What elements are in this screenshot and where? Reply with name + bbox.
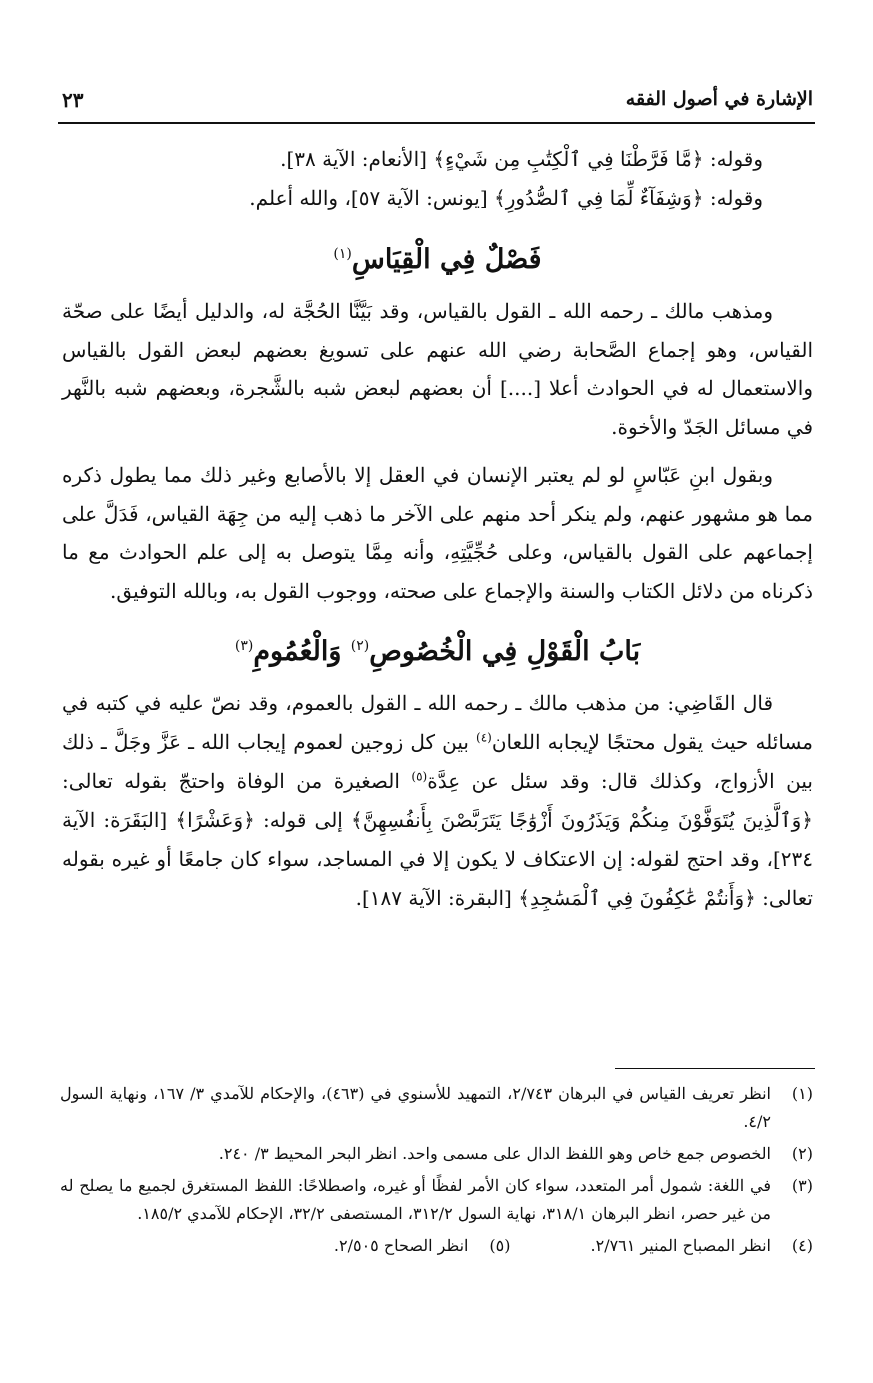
footnote-number: (٢)	[791, 1144, 813, 1163]
footnote-ref[interactable]: (٢)	[350, 638, 370, 654]
footnote-ref[interactable]: (١)	[333, 246, 352, 262]
footnote	[60, 1140, 813, 1168]
paragraph-text: قال القَاضِي: من مذهب مالك ـ رحمه الله ـ القول بالعموم، وقد نصّ عليه في كتبه في مسائله حيث يقول محتجًا لإيجابه اللعان	[62, 691, 813, 754]
footnote-text: في اللغة: شمول أمر المتعدد، سواء كان الأمر لفظًا أو غيره، واصطلاحًا: اللفظ المستغرق لجميع ما يصلح له من غير حصر، انظر البرهان ٣١٨/١، نهاية السول ٣١٢/٢، المستصفى ٣٢/٢، الإحكام للآمدي ١٨٥/٢.	[60, 1176, 771, 1223]
verse-line-2	[62, 179, 813, 218]
footnote-text: انظر المصباح المنير ٢/٧٦١.	[590, 1236, 771, 1255]
paragraph-text: بين كل زوجين لعموم إيجاب الله ـ عَزَّ وجَلَّ ـ ذلك بين الأزواج، وكذلك قال: وقد سئل عن عِدَّة	[62, 730, 813, 793]
header-rule	[58, 122, 815, 124]
paragraph-text: [البَقَرَة: الآية ٢٣٤]، وقد احتج لقوله: إن الاعتكاف لا يكون إلا في المساجد، سواء كان جامعًا أو غيره بقوله تعالى:	[62, 808, 813, 910]
footnote-ref[interactable]: (٤)	[476, 730, 492, 745]
footnote-number: (٥)	[489, 1236, 511, 1255]
section-heading-khusus	[62, 624, 813, 674]
footnote-ref[interactable]: (٣)	[234, 638, 254, 654]
footnote	[334, 1232, 511, 1260]
footnote-text: انظر الصحاح ٢/٥٠٥.	[333, 1236, 469, 1255]
heading-text: فَصْلٌ فِي الْقِيَاسِ	[351, 244, 542, 275]
footnote-text: انظر تعريف القياس في البرهان ٢/٧٤٣، التمهيد للأسنوي في (٤٦٣)، والإحكام للآمدي ٣/ ١٦٧، ونهاية السول ٤/٢.	[60, 1084, 771, 1131]
quran-quote: ﴿مَّا فَرَّطْنَا فِي ٱلْكِتَٰبِ مِن شَيْءٍ﴾	[433, 147, 704, 171]
quran-quote: ﴿وَٱلَّذِينَ يُتَوَفَّوْنَ مِنكُمْ وَيَذَرُونَ أَزْوَٰجًا يَتَرَبَّصْنَ بِأَنفُسِهِنَّ﴾	[350, 808, 814, 832]
footnote	[591, 1232, 814, 1260]
quran-quote: ﴿وَشِفَآءٌ لِّمَا فِي ٱلصُّدُورِ﴾	[494, 186, 704, 210]
paragraph: وبقول ابنِ عَبّاسٍ لو لم يعتبر الإنسان في العقل إلا بالأصابع وغير ذلك مما يطول ذكره مما هو مشهور عنهم، ولم ينكر أحد منهم على الآخر ما ذهب إليه من جِهَة القياس، فَدَلَّ على إجماعهم على القول بالقياس، وعلى حُجِّيَّتِهِ، وأنه مِمَّا يتوصل به إلى علم الحوادث مع ما ذكرناه من دلائل الكتاب والسنة والإجماع على صحته، ووجوب القول به، وبالله التوفيق.	[62, 463, 813, 603]
verse-prefix: وقوله:	[709, 147, 763, 171]
paragraph: ومذهب مالك ـ رحمه الله ـ القول بالقياس، وقد بَيَّنَّا الحُجَّة له، والدليل أيضًا على صحّة القياس، وهو إجماع الصَّحابة رضي الله عنهم على تسويغ بعضهم لبعض القول بالقياس والاستعمال له في الحوادث أعلا [....] أن بعضهم لبعض شبه بالشَّجرة، وبعضهم شبه بالنَّهر في مسائل الجَدّ والأخوة.	[62, 299, 813, 439]
heading-text: بَابُ الْقَوْلِ فِي الْخُصُوصِ	[369, 636, 641, 667]
verse-citation: [يونس: الآية ٥٧]، والله أعلم.	[249, 186, 488, 210]
quran-quote: ﴿وَعَشْرًا﴾	[175, 808, 255, 832]
paragraph-text: إلى قوله:	[254, 808, 351, 832]
footnote-text: الخصوص جمع خاص وهو اللفظ الدال على مسمى واحد. انظر البحر المحيط ٣/ ٢٤٠.	[218, 1144, 771, 1163]
page-number: ٢٣	[62, 88, 84, 112]
running-header-title: الإشارة في أصول الفقه	[625, 88, 813, 110]
footnote-number: (٣)	[791, 1176, 813, 1195]
footnote-row	[60, 1232, 813, 1264]
paragraph-text: الصغيرة من الوفاة واحتجّ بقوله تعالى:	[62, 769, 412, 793]
footnote-ref[interactable]: (٥)	[411, 769, 428, 784]
footnote	[60, 1172, 813, 1228]
paragraph	[62, 684, 813, 918]
paragraph-text: [البقرة: الآية ١٨٧].	[355, 886, 519, 910]
footnote	[60, 1080, 813, 1136]
footnotes	[60, 1080, 813, 1264]
section-heading-qiyas	[62, 232, 813, 282]
quran-quote: ﴿وَأَنتُمْ عَٰكِفُونَ فِي ٱلْمَسَٰجِدِ﴾	[518, 886, 756, 910]
main-text	[62, 140, 813, 928]
heading-text: وَالْعُمُومِ	[253, 636, 342, 667]
footnote-number: (٤)	[791, 1236, 813, 1255]
footnote-number: (١)	[791, 1084, 813, 1103]
verse-citation: [الأنعام: الآية ٣٨].	[280, 147, 427, 171]
verse-line-1	[62, 140, 813, 179]
verse-prefix: وقوله:	[709, 186, 763, 210]
footnote-separator	[615, 1068, 815, 1069]
